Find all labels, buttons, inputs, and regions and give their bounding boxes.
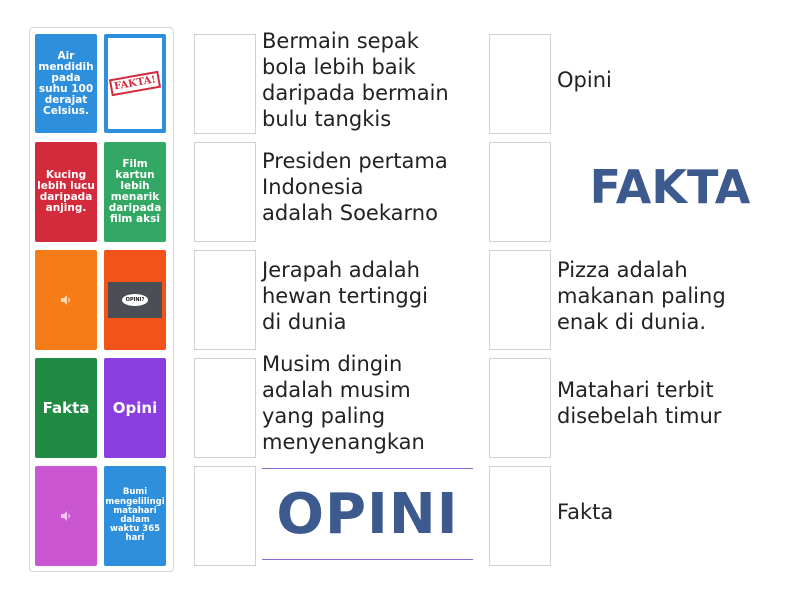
fakta-word-text: FAKTA bbox=[589, 160, 751, 214]
fakta-word-image bbox=[572, 152, 768, 222]
tile-fakta[interactable] bbox=[35, 358, 97, 458]
tile-audio-orange[interactable] bbox=[35, 250, 97, 350]
drop-slot-right-5[interactable] bbox=[489, 466, 551, 566]
drop-slot-left-1[interactable] bbox=[194, 34, 256, 134]
drop-slot-right-3[interactable] bbox=[489, 250, 551, 350]
tile-film-text: Film kartun lebih menarik daripada film aksi bbox=[108, 158, 162, 225]
item-text-fakta: Fakta bbox=[557, 500, 614, 524]
tile-kucing[interactable] bbox=[35, 142, 97, 242]
drop-slot-left-5[interactable] bbox=[194, 466, 256, 566]
tile-fakta-text: Fakta bbox=[42, 399, 90, 417]
drop-slot-right-1[interactable] bbox=[489, 34, 551, 134]
opini-word-text: OPINI bbox=[276, 481, 459, 547]
item-text-jerapah: Jerapah adalah hewan tertinggi di dunia bbox=[262, 258, 428, 334]
item-text-matahari: Matahari terbit disebelah timur bbox=[557, 378, 722, 428]
tile-air-mendidih-text: Air mendidih pada suhu 100 derajat Celsius. bbox=[38, 49, 94, 117]
drop-slot-right-4[interactable] bbox=[489, 358, 551, 458]
tile-bumi[interactable] bbox=[104, 466, 166, 566]
tile-fakta-stamp[interactable] bbox=[104, 34, 166, 133]
fakta-stamp-text: FAKTA! bbox=[109, 71, 161, 96]
tile-bumi-text: Bumi mengelilingi matahari dalam waktu 365 hari bbox=[105, 487, 165, 544]
drop-slot-right-2[interactable] bbox=[489, 142, 551, 242]
item-text-presiden: Presiden pertama Indonesia adalah Soekarno bbox=[262, 149, 448, 225]
item-text-musim-dingin: Musim dingin adalah musim yang paling menyenangkan bbox=[262, 352, 425, 454]
opini-bubble-text: OPINI? bbox=[122, 294, 149, 306]
drop-slot-left-3[interactable] bbox=[194, 250, 256, 350]
speaker-icon[interactable] bbox=[60, 510, 72, 522]
tile-opini-text: Opini bbox=[112, 399, 158, 417]
tile-kucing-text: Kucing lebih lucu daripada anjing. bbox=[37, 169, 95, 214]
tile-opini-bubble[interactable] bbox=[104, 250, 166, 350]
tile-air-mendidih[interactable] bbox=[35, 34, 97, 133]
item-text-sepak-bola: Bermain sepak bola lebih baik daripada bermain bulu tangkis bbox=[262, 29, 449, 131]
item-text-opini: Opini bbox=[557, 68, 612, 92]
item-text-pizza: Pizza adalah makanan paling enak di dunia. bbox=[557, 258, 726, 334]
drop-slot-left-2[interactable] bbox=[194, 142, 256, 242]
tile-opini[interactable] bbox=[104, 358, 166, 458]
tile-film[interactable] bbox=[104, 142, 166, 242]
speaker-icon[interactable] bbox=[60, 294, 72, 306]
opini-word-image bbox=[262, 468, 473, 560]
opini-bubble-image bbox=[108, 282, 162, 318]
fakta-stamp-image bbox=[108, 38, 162, 129]
tile-audio-purple[interactable] bbox=[35, 466, 97, 566]
drop-slot-left-4[interactable] bbox=[194, 358, 256, 458]
